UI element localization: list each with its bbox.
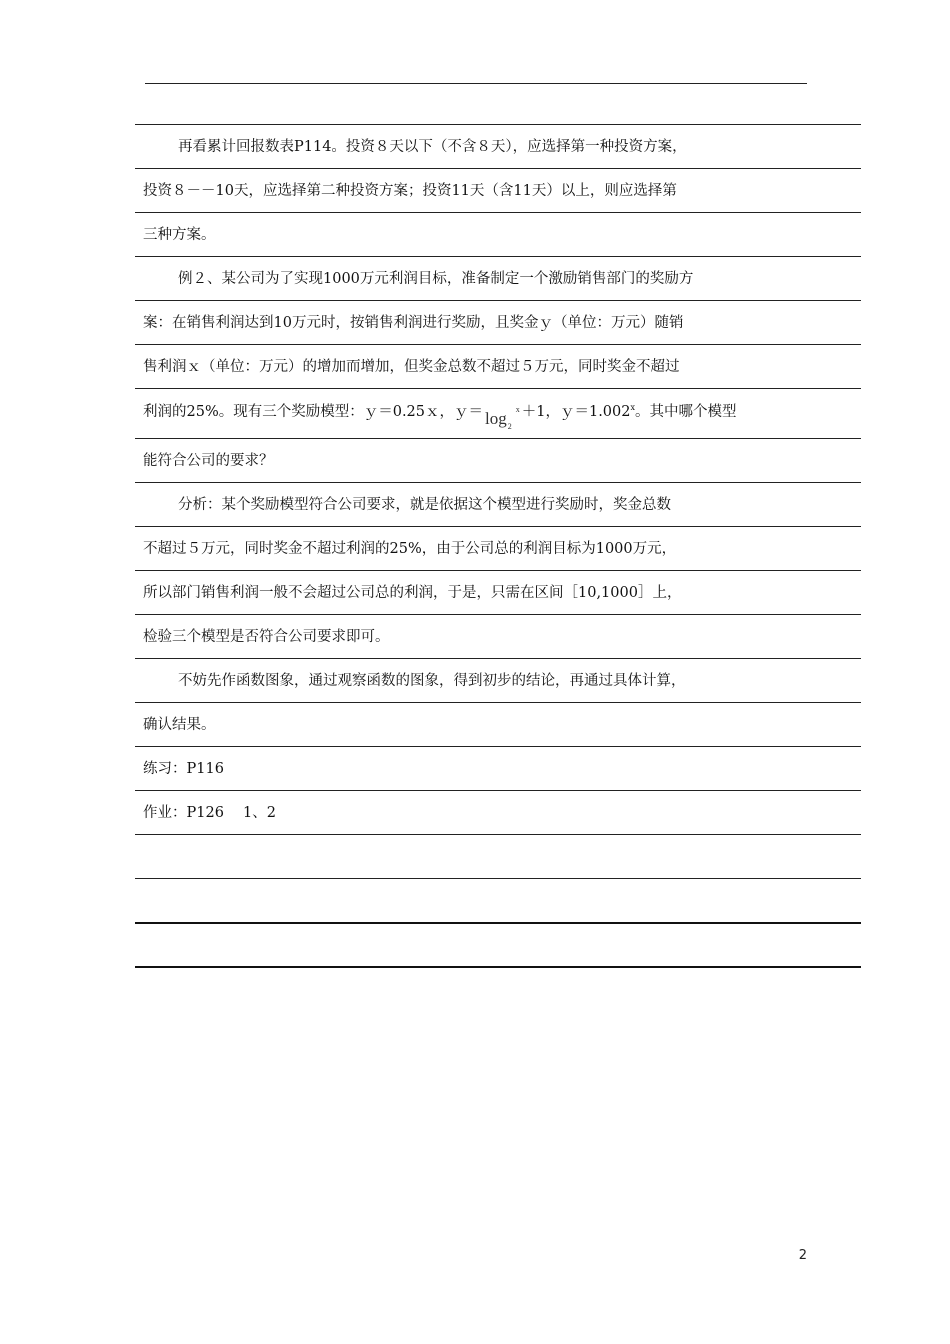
empty-line bbox=[135, 834, 861, 878]
formula-text: 利润的25%。现有三个奖励模型：ｙ＝0.25ｘ，ｙ＝ bbox=[143, 404, 484, 420]
text-line-with-formula bbox=[135, 388, 861, 438]
formula-text: ＋1，ｙ＝1.002 bbox=[521, 404, 631, 420]
text-line: 检验三个模型是否符合公司要求即可。 bbox=[135, 614, 861, 658]
text-line: 分析：某个奖励模型符合公司要求，就是依据这个模型进行奖励时，奖金总数 bbox=[135, 482, 861, 526]
lined-sheet bbox=[135, 124, 861, 968]
text-line: 售利润ｘ（单位：万元）的增加而增加，但奖金总数不超过５万元，同时奖金不超过 bbox=[135, 344, 861, 388]
header-rule bbox=[145, 83, 807, 84]
log-base: 2 bbox=[507, 422, 512, 431]
text-line: 能符合公司的要求？ bbox=[135, 438, 861, 482]
text-line: 三种方案。 bbox=[135, 212, 861, 256]
text-line: 确认结果。 bbox=[135, 702, 861, 746]
page-number: 2 bbox=[798, 1248, 807, 1263]
text-line: 不妨先作函数图象，通过观察函数的图象，得到初步的结论，再通过具体计算， bbox=[135, 658, 861, 702]
text-line: 再看累计回报数表P114。投资８天以下（不含８天），应选择第一种投资方案， bbox=[135, 124, 861, 168]
practice-line: 练习：P116 bbox=[135, 746, 861, 790]
exponent: x bbox=[630, 403, 636, 412]
text-line: 不超过５万元，同时奖金不超过利润的25%，由于公司总的利润目标为1000万元， bbox=[135, 526, 861, 570]
log-label: log bbox=[485, 409, 507, 428]
empty-line bbox=[135, 878, 861, 922]
text-line: 例２、某公司为了实现1000万元利润目标，准备制定一个激励销售部门的奖励方 bbox=[135, 256, 861, 300]
homework-line: 作业：P126 1、2 bbox=[135, 790, 861, 834]
text-line: 案：在销售利润达到10万元时，按销售利润进行奖励，且奖金ｙ（单位：万元）随销 bbox=[135, 300, 861, 344]
bottom-rule bbox=[135, 966, 861, 968]
text-line: 投资８－－10天，应选择第二种投资方案；投资11天（含11天）以上，则应选择第 bbox=[135, 168, 861, 212]
text-line: 所以部门销售利润一般不会超过公司总的利润，于是，只需在区间［10,1000］上， bbox=[135, 570, 861, 614]
empty-line bbox=[135, 922, 861, 966]
log-expression bbox=[485, 397, 520, 444]
formula-text: 。其中哪个模型 bbox=[635, 404, 737, 420]
log-argument: x bbox=[515, 405, 520, 414]
